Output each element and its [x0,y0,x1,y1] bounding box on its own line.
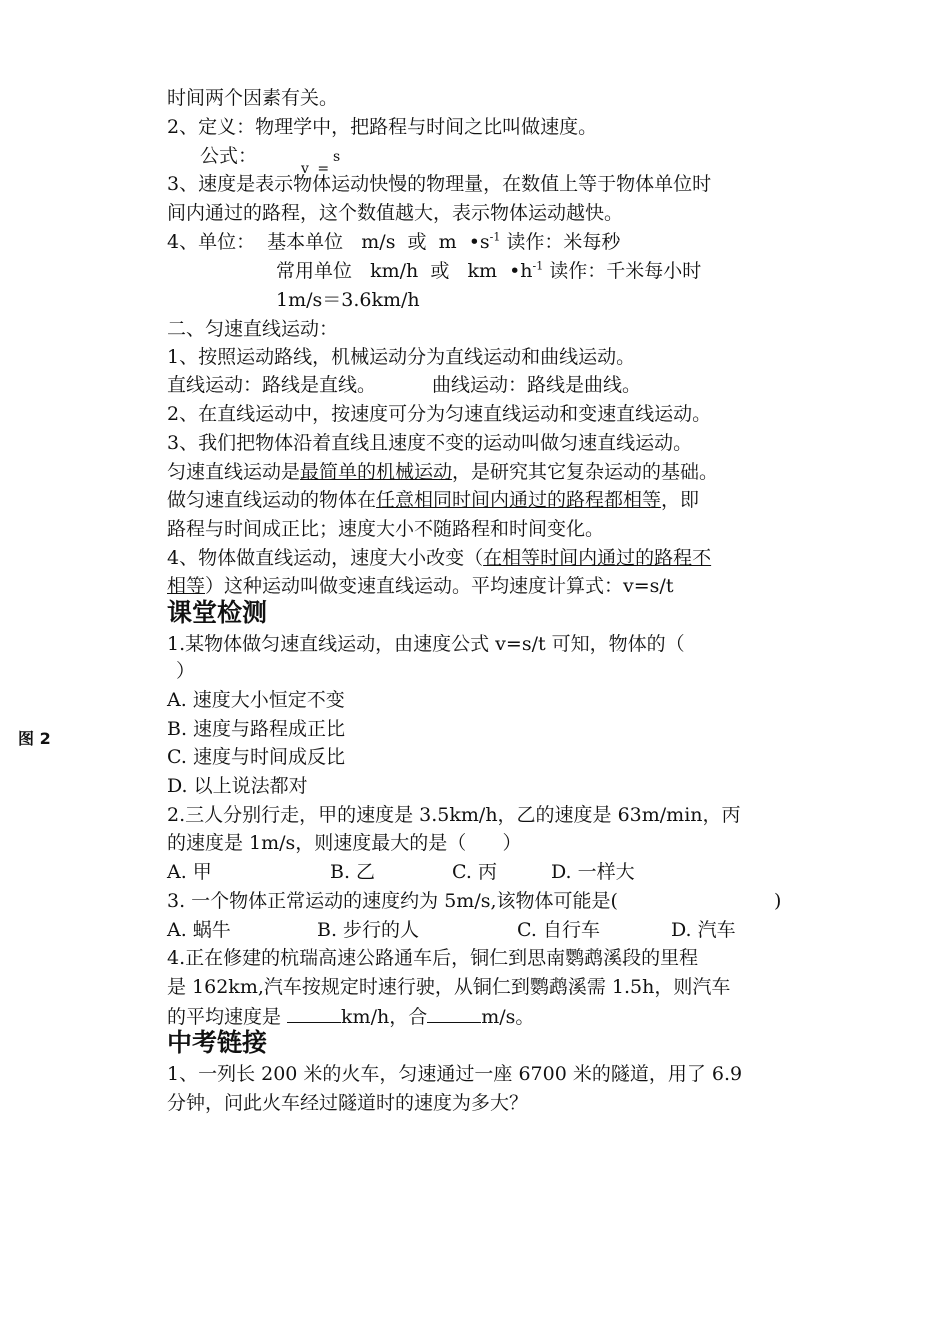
answer-blank-ms[interactable] [427,1004,481,1023]
unit-superscript: -1 [489,230,501,244]
text-line: 2、在直线运动中，按速度可分为匀速直线运动和变速直线运动。 [167,403,712,425]
option-c: C. 丙 [452,861,497,883]
text-fragment: ）这种运动叫做变速直线运动。平均速度计算式：v=s/t [205,575,674,597]
text-fragment: 直线运动：路线是直线。 [167,374,377,396]
text-fragment: ，是研究其它复杂运动的基础。 [452,461,719,483]
unit-line-basic [167,230,620,254]
unit-text: 4、单位： 基本单位 m/s 或 m •s [167,231,490,253]
text-fragment: 做匀速直线运动的物体在 [167,489,377,511]
text-line [167,488,699,512]
text-fragment: 的平均速度是 [167,1006,288,1028]
question-stem: 1.某物体做匀速直线运动，由速度公式 v=s/t 可知，物体的（ [167,633,685,655]
underlined-text: 最简单的机械运动 [300,461,453,483]
text-line: 间内通过的路程，这个数值越大，表示物体运动越快。 [167,202,624,224]
text-fragment: m/s。 [481,1006,535,1028]
unit-conversion: 1m/s＝3.6km/h [276,289,420,311]
text-line: 3、速度是表示物体运动快慢的物理量，在数值上等于物体单位时 [167,173,712,195]
text-line: 路程与时间成正比；速度大小不随路程和时间变化。 [167,518,605,540]
section-heading-classroom-test: 课堂检测 [167,598,268,627]
unit-reading: 读作：千米每小时 [543,260,702,282]
formula-numerator: s [333,149,341,165]
underlined-text: 任意相同时间内通过的路程都相等 [376,489,662,511]
figure-label: 图 2 [18,729,51,748]
option-d: D. 汽车 [671,919,736,941]
text-line: 1、按照运动路线，机械运动分为直线运动和曲线运动。 [167,346,636,368]
formula-variable: v = [301,161,332,177]
option-c: C. 自行车 [517,919,600,941]
question-stem: 的速度是 1m/s，则速度最大的是（ ） [167,832,522,854]
option-d: D. 以上说法都对 [167,775,308,797]
text-fragment: ，即 [661,489,700,511]
text-line: 3、我们把物体沿着直线且速度不变的运动叫做匀速直线运动。 [167,432,693,454]
question-stem: 1、一列长 200 米的火车，匀速通过一座 6700 米的隧道，用了 6.9 [167,1063,743,1085]
unit-superscript: -1 [532,259,544,273]
text-line [167,460,718,484]
question-stem: 是 162km,汽车按规定时速行驶，从铜仁到鹦鹉溪需 1.5h，则汽车 [167,976,731,998]
underlined-text: 在相等时间内通过的路程不 [483,547,712,569]
unit-reading: 读作：米每秒 [500,231,621,253]
option-b: B. 乙 [330,861,376,883]
option-a: A. 速度大小恒定不变 [167,689,345,711]
unit-text: 常用单位 km/h 或 km •h [276,260,533,282]
option-a: A. 甲 [167,861,212,883]
text-line: 时间两个因素有关。 [167,87,339,109]
option-b: B. 速度与路程成正比 [167,718,346,740]
question-stem [167,1004,534,1029]
question-close: ) [774,890,782,912]
question-stem: 3. 一个物体正常运动的速度约为 5m/s,该物体可能是( [167,890,618,912]
question-close: ） [176,660,196,682]
question-stem: 2.三人分别行走，甲的速度是 3.5km/h，乙的速度是 63m/min，丙 [167,804,741,826]
question-stem: 分钟，问此火车经过隧道时的速度为多大？ [167,1092,529,1114]
formula-label: 公式： [200,145,258,167]
option-c: C. 速度与时间成反比 [167,746,345,768]
text-line [167,373,641,397]
option-d: D. 一样大 [551,861,635,883]
text-line [167,574,673,598]
question-stem: 4.正在修建的杭瑞高速公路通车后，铜仁到思南鹦鹉溪段的里程 [167,947,699,969]
section-heading-exam-link: 中考链接 [167,1028,268,1057]
text-line [167,546,711,570]
option-b: B. 步行的人 [317,919,420,941]
answer-blank-kmh[interactable] [287,1004,341,1023]
unit-line-common [276,259,701,283]
text-fragment: km/h，合 [341,1006,428,1028]
text-fragment: 4、物体做直线运动，速度大小改变（ [167,547,484,569]
text-line: 2、定义：物理学中，把路程与时间之比叫做速度。 [167,116,598,138]
option-a: A. 蜗牛 [167,919,231,941]
underlined-text: 相等 [167,575,206,597]
text-fragment: 匀速直线运动是 [167,461,301,483]
section-subtitle: 二、匀速直线运动： [167,318,339,340]
text-fragment: 曲线运动：路线是曲线。 [432,374,642,396]
